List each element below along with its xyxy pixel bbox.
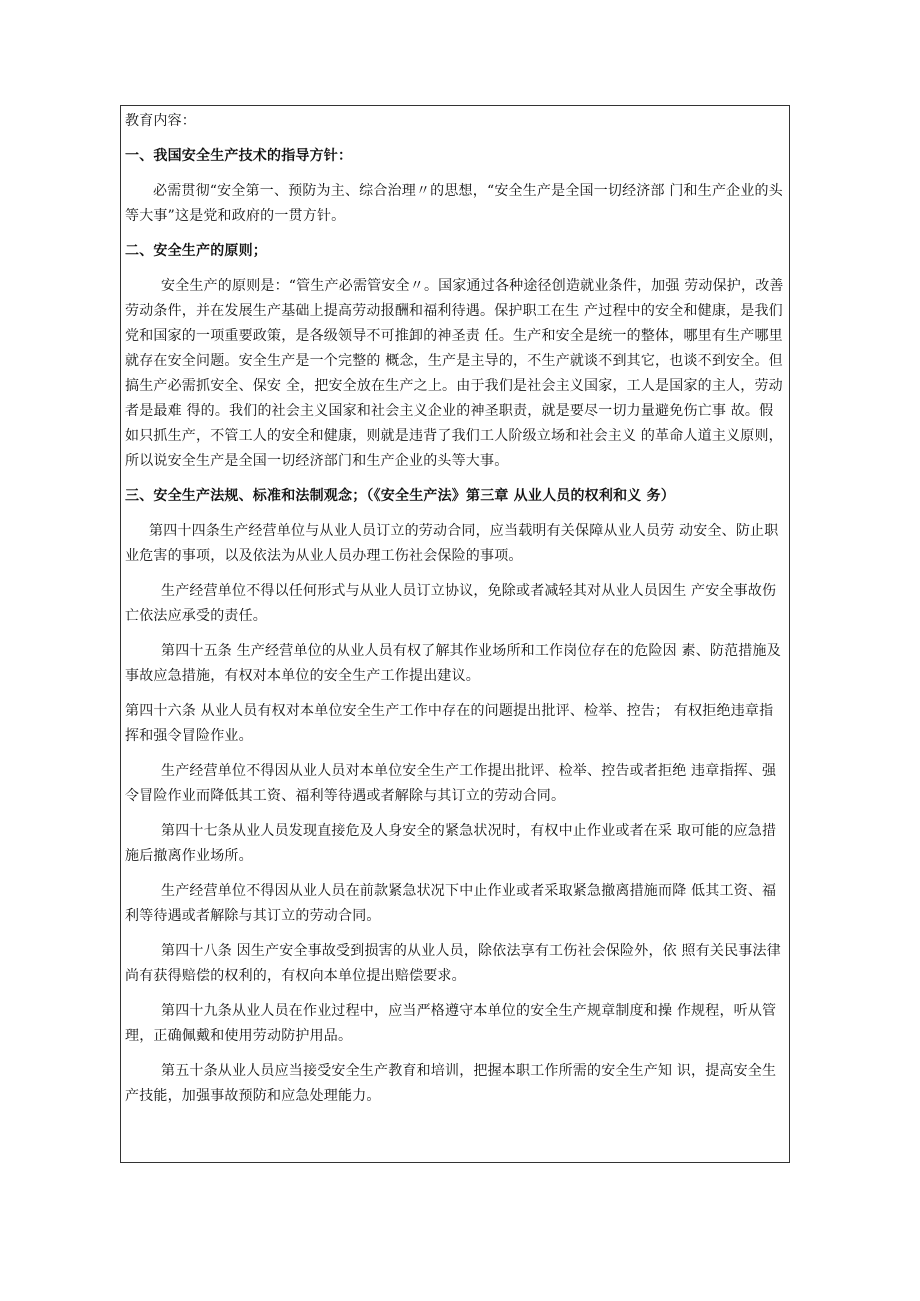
article-44-paragraph-2: 生产经营单位不得以任何形式与从业人员订立协议，免除或者减轻其对从业人员因生 产安全事故伤亡依法应承受的责任。 [125, 583, 777, 624]
article-45: 第四十五条 生产经营单位的从业人员有权了解其作业场所和工作岗位存在的危险因 素、防范措施及事故应急措施，有权对本单位的安全生产工作提出建议。 [125, 643, 781, 684]
heading-guiding-policy: 一、我国安全生产技术的指导方针： [125, 148, 353, 164]
article-49: 第四十九条从业人员在作业过程中，应当严格遵守本单位的安全生产规章制度和操 作规程，听从管理，正确佩戴和使用劳动防护用品。 [125, 1003, 777, 1044]
article-47-paragraph-2: 生产经营单位不得因从业人员在前款紧急状况下中止作业或者采取紧急撤离措施而降 低其工资、福利等待遇或者解除与其订立的劳动合同。 [125, 883, 777, 924]
article-46-paragraph-2: 生产经营单位不得因从业人员对本单位安全生产工作提出批评、检举、控告或者拒绝 违章指挥、强令冒险作业而降低其工资、福利等待遇或者解除与其订立的劳动合同。 [125, 763, 777, 804]
heading-principles: 二、安全生产的原则； [125, 243, 267, 259]
paragraph-principles: 安全生产的原则是：“管生产必需管安全〃。国家通过各种途径创造就业条件，加强 劳动保护，改善劳动条件，并在发展生产基础上提高劳动报酬和福利待遇。保护职工在生 产过程中的安全和健康，是我们党和国家的一项重要政策，是各级领导不可推卸的神圣责 任。生产和安全是统一的整体，哪里有生产哪里就存在安全问题。安全生产是一个完整的 概念，生产是主导的，不生产就谈不到其它，也谈不到安全。但搞生产必需抓安全、保安 全，把安全放在生产之上。由于我们是社会主义国家，工人是国家的主人，劳动者是最难 得的。我们的社会主义国家和社会主义企业的神圣职责，就是要尽一切力量避免伤亡事 故。假如只抓生产，不管工人的安全和健康，则就是违背了我们工人阶级立场和社会主义 的革命人道主义原则，所以说安全生产是全国一切经济部门和生产企业的头等大事。 [125, 278, 784, 469]
content-table-cell [120, 105, 790, 1163]
heading-regulations: 三、安全生产法规、标准和法制观念；（《安全生产法》第三章 从业人员的权利和义 务） [125, 488, 675, 504]
paragraph-guiding-policy: 必需贯彻“安全第一、预防为主、综合治理〃的思想，“安全生产是全国一切经济部 门和生产企业的头等大事”这是党和政府的一贯方针。 [125, 183, 783, 224]
article-44: 第四十四条生产经营单位与从业人员订立的劳动合同，应当载明有关保障从业人员劳 动安全、防止职业危害的事项，以及依法为从业人员办理工伤社会保险的事项。 [125, 523, 779, 564]
article-50: 第五十条从业人员应当接受安全生产教育和培训，把握本职工作所需的安全生产知 识，提高安全生产技能，加强事故预防和应急处理能力。 [125, 1063, 777, 1104]
section-label: 教育内容： [125, 113, 196, 129]
article-48: 第四十八条 因生产安全事故受到损害的从业人员，除依法享有工伤社会保险外，依 照有关民事法律尚有获得赔偿的权利的，有权向本单位提出赔偿要求。 [125, 943, 781, 984]
article-46: 第四十六条 从业人员有权对本单位安全生产工作中存在的问题提出批评、检举、控告； 有权拒绝违章指挥和强令冒险作业。 [125, 703, 774, 744]
article-47: 第四十七条从业人员发现直接危及人身安全的紧急状况时，有权中止作业或者在采 取可能的应急措施后撤离作业场所。 [125, 823, 777, 864]
